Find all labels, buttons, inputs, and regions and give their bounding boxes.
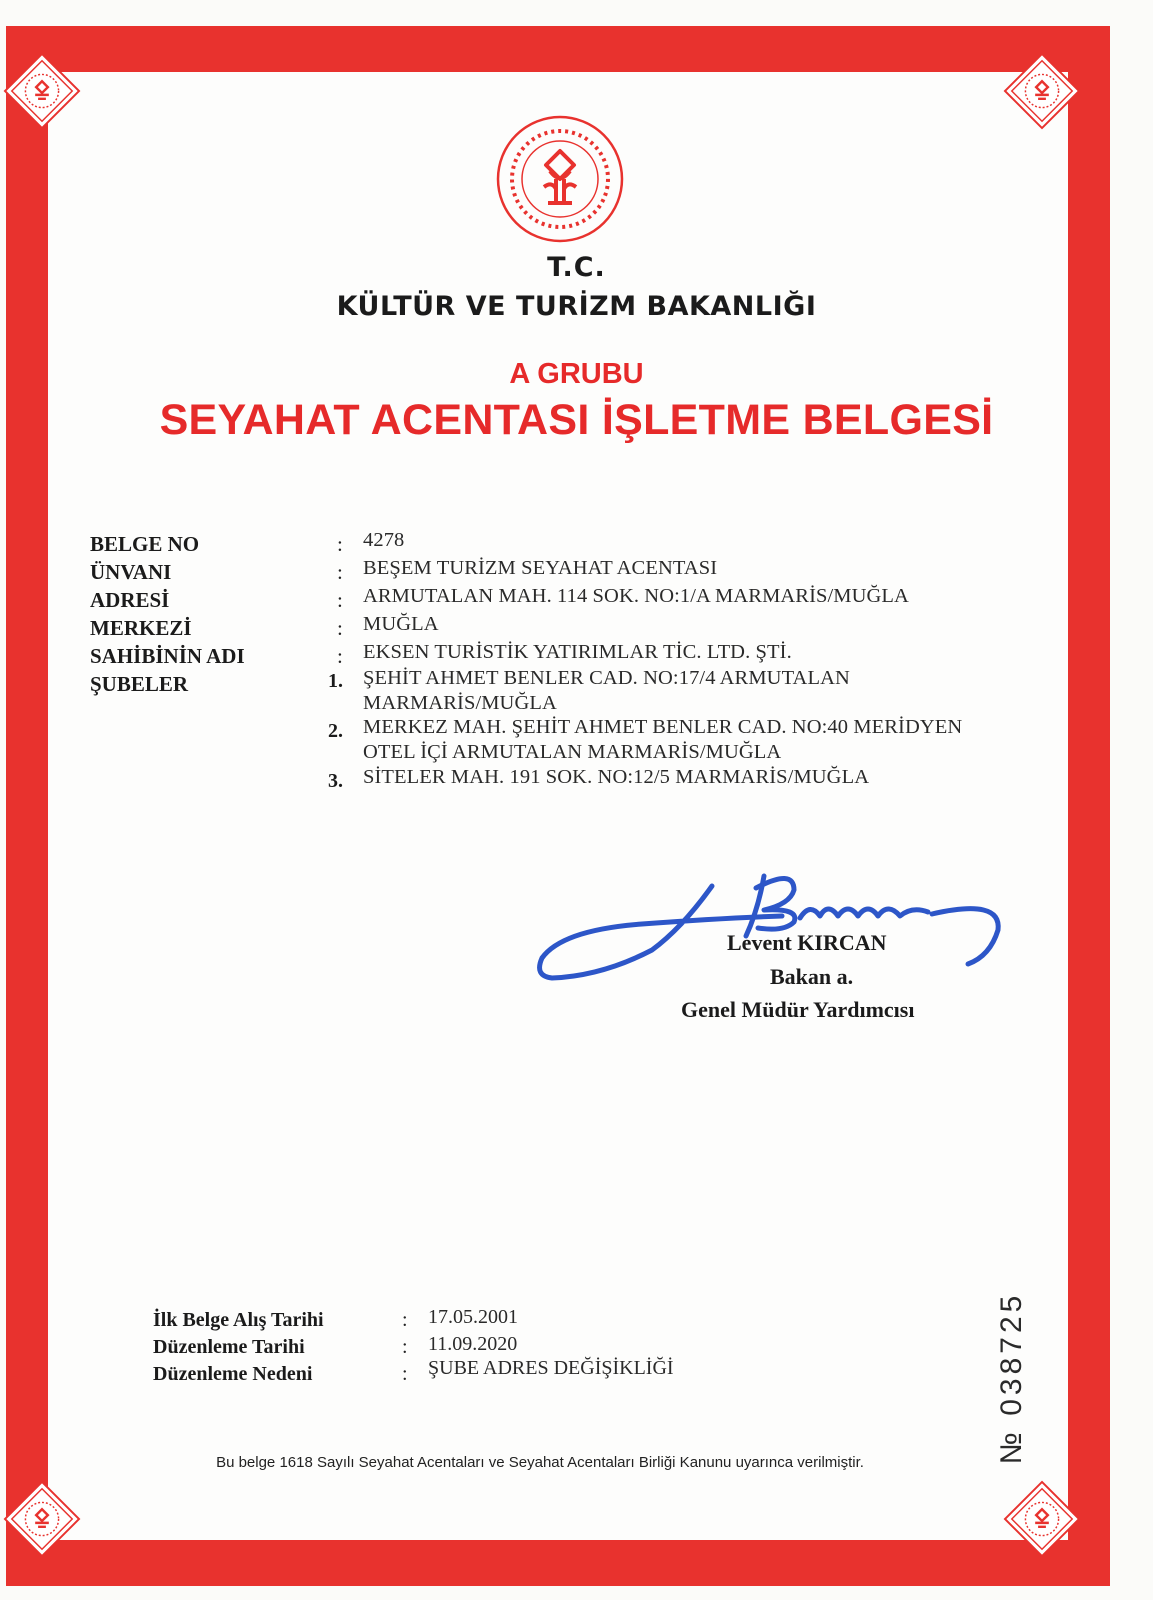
header-ministry: KÜLTÜR VE TURİZM BAKANLIĞI — [336, 291, 817, 322]
corner-ornament-icon — [1003, 1480, 1081, 1558]
corner-ornament-icon — [3, 1480, 81, 1558]
field-label-merkezi: MERKEZİ — [90, 616, 192, 640]
branch-address-line: MARMARİS/MUĞLA — [363, 692, 557, 714]
field-label-subeler: ŞUBELER — [90, 672, 189, 696]
corner-ornament-icon — [1003, 52, 1081, 130]
date-colon: : — [402, 1336, 408, 1358]
field-value-belge-no: 4278 — [363, 529, 405, 551]
branch-number: 3. — [328, 770, 343, 792]
date-label-reason: Düzenleme Nedeni — [153, 1363, 313, 1385]
date-value-reason: ŞUBE ADRES DEĞİŞİKLİĞİ — [428, 1357, 674, 1379]
legal-notice: Bu belge 1618 Sayılı Seyahat Acentaları ve Seyahat Acentaları Birliği Kanunu uyarınca verilmiştir. — [216, 1454, 864, 1471]
certificate-title: SEYAHAT ACENTASI İŞLETME BELGESİ — [159, 396, 994, 444]
field-colon: : — [337, 560, 343, 584]
header-tc: T.C. — [547, 252, 606, 283]
certificate-group: A GRUBU — [509, 358, 644, 390]
field-label-belge-no: BELGE NO — [90, 532, 200, 556]
field-label-adresi: ADRESİ — [90, 588, 170, 612]
date-colon: : — [402, 1363, 408, 1385]
serial-number: № 038725 — [995, 1291, 1028, 1465]
field-colon: : — [337, 532, 343, 556]
signatory-role-2: Genel Müdür Yardımcısı — [681, 997, 915, 1022]
ministry-emblem-icon — [494, 113, 626, 245]
field-value-merkezi: MUĞLA — [363, 613, 439, 635]
field-value-adresi: ARMUTALAN MAH. 114 SOK. NO:1/A MARMARİS/MUĞLA — [363, 585, 909, 607]
branch-address-line: ŞEHİT AHMET BENLER CAD. NO:17/4 ARMUTALAN — [363, 667, 850, 689]
branch-address-line: OTEL İÇİ ARMUTALAN MARMARİS/MUĞLA — [363, 741, 782, 763]
date-label-first-issue: İlk Belge Alış Tarihi — [153, 1309, 324, 1331]
field-value-unvani: BEŞEM TURİZM SEYAHAT ACENTASI — [363, 557, 718, 579]
field-colon: : — [337, 644, 343, 668]
field-colon: : — [337, 588, 343, 612]
branch-number: 2. — [328, 720, 343, 742]
branch-number: 1. — [328, 670, 343, 692]
branch-address-line: SİTELER MAH. 191 SOK. NO:12/5 MARMARİS/MUĞLA — [363, 766, 870, 788]
field-value-sahibinin-adi: EKSEN TURİSTİK YATIRIMLAR TİC. LTD. ŞTİ. — [363, 641, 792, 663]
date-colon: : — [402, 1309, 408, 1331]
corner-ornament-icon — [3, 52, 81, 130]
branch-address-line: MERKEZ MAH. ŞEHİT AHMET BENLER CAD. NO:40 MERİDYEN — [363, 716, 963, 738]
signatory-name: Levent KIRCAN — [727, 930, 887, 955]
date-value-issue: 11.09.2020 — [428, 1333, 518, 1355]
date-value-first-issue: 17.05.2001 — [428, 1306, 518, 1328]
signatory-role-1: Bakan a. — [770, 964, 854, 989]
field-colon: : — [337, 616, 343, 640]
field-label-unvani: ÜNVANI — [90, 560, 172, 584]
field-label-sahibinin-adi: SAHİBİNİN ADI — [90, 644, 245, 668]
date-label-issue: Düzenleme Tarihi — [153, 1336, 305, 1358]
